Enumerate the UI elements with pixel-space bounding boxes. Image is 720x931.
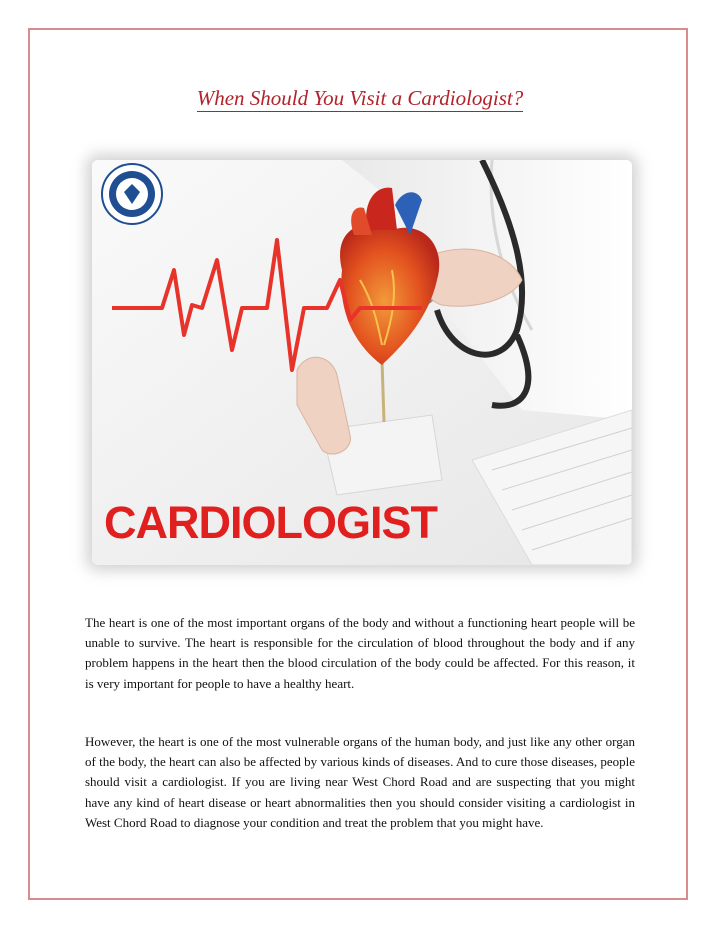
clinic-logo	[102, 164, 162, 224]
cardiologist-illustration	[92, 160, 632, 565]
page-title	[0, 86, 720, 111]
paragraph-2: However, the heart is one of the most vulnerable organs of the human body, and just like any other organ of the body, the heart can also be affected by various kinds of diseases. And to cure those diseases, people should visit a cardiologist. If you are living near West Chord Road and are suspecting that you might have any kind of heart disease or heart abnormalities then you should consider visiting a cardiologist in West Chord Road to diagnose your condition and treat the problem that you might have.	[85, 734, 635, 830]
page-title-text: When Should You Visit a Cardiologist?	[196, 86, 524, 110]
banner-text: CARDIOLOGIST	[104, 497, 437, 548]
paragraph-1: The heart is one of the most important organs of the body and without a functioning heart people will be unable to survive. The heart is responsible for the circulation of blood throughout the body and if any problem happens in the heart then the blood circulation of the body could be affected. For this reason, it is very important for people to have a healthy heart.	[85, 615, 635, 691]
